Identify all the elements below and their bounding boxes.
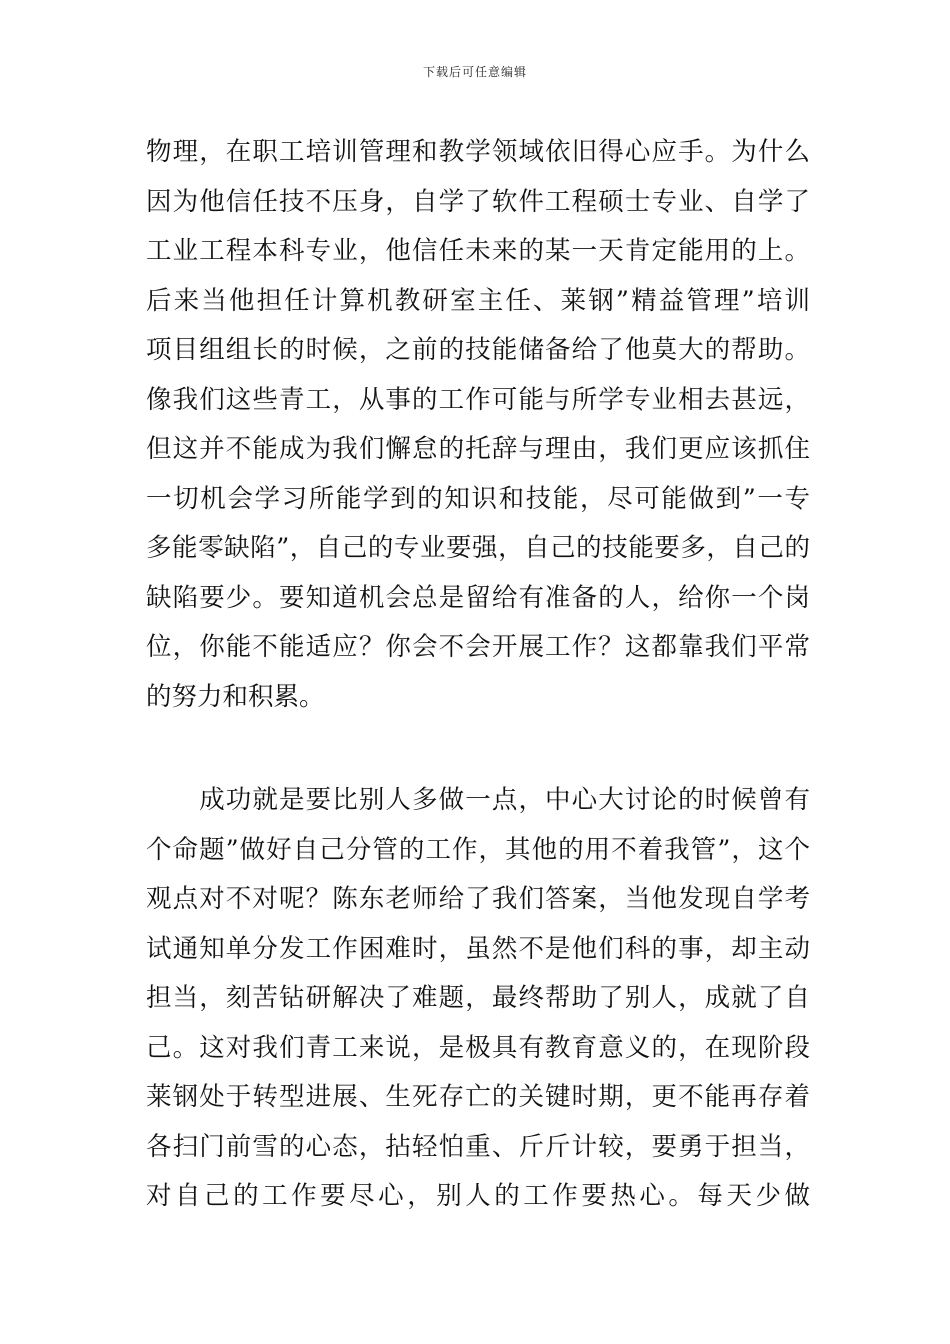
- text-line: 后来当他担任计算机教研室主任、莱钢”精益管理”培训: [146, 285, 810, 316]
- text-line: 位，你能不能适应？你会不会开展工作？这都靠我们平常: [146, 632, 810, 662]
- text-line: 项目组组长的时候，之前的技能储备给了他莫大的帮助。: [146, 335, 810, 365]
- text-line: 因为他信任技不压身，自学了软件工程硕士专业、自学了: [146, 186, 810, 217]
- text-line: 各扫门前雪的心态，拈轻怕重、斤斤计较，要勇于担当，: [146, 1131, 810, 1162]
- text-line: 对自己的工作要尽心，别人的工作要热心。每天少做: [146, 1181, 810, 1211]
- text-line: 工业工程本科专业，他信任未来的某一天肯定能用的上。: [146, 236, 810, 266]
- paragraph-2: [146, 776, 810, 1222]
- text-line: 缺陷要少。要知道机会总是留给有准备的人，给你一个岗: [146, 582, 810, 613]
- text-line: 己。这对我们青工来说，是极具有教育意义的，在现阶段: [146, 1032, 810, 1063]
- text-line: 观点对不对呢？陈东老师给了我们答案，当他发现自学考: [146, 884, 810, 914]
- text-line: 一切机会学习所能学到的知识和技能，尽可能做到”一专: [146, 483, 810, 514]
- text-line: 莱钢处于转型进展、生死存亡的关键时期，更不能再存着: [146, 1082, 810, 1112]
- text-line: 但这并不能成为我们懈怠的托辞与理由，我们更应该抓住: [146, 434, 810, 464]
- text-line: 成功就是要比别人多做一点，中心大讨论的时候曾有: [146, 785, 810, 815]
- text-line: 个命题”做好自己分管的工作，其他的用不着我管”，这个: [146, 834, 810, 865]
- text-line: 多能零缺陷”，自己的专业要强，自己的技能要多，自己的: [146, 533, 810, 563]
- page-header-note: 下载后可任意编辑: [422, 65, 527, 79]
- text-line: 物理，在职工培训管理和教学领域依旧得心应手。为什么: [146, 137, 810, 167]
- paragraph-1: [146, 128, 810, 722]
- text-line: 的努力和积累。: [146, 681, 325, 712]
- text-line: 试通知单分发工作困难时，虽然不是他们科的事，却主动: [146, 933, 810, 964]
- text-line: 担当，刻苦钻研解决了难题，最终帮助了别人，成就了自: [146, 983, 810, 1013]
- text-line: 像我们这些青工，从事的工作可能与所学专业相去甚远，: [146, 384, 810, 415]
